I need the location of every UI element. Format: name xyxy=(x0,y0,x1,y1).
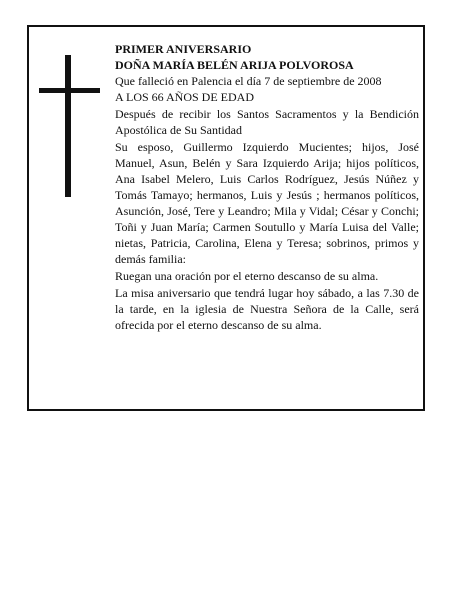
latin-cross-icon xyxy=(39,55,100,197)
obituary-notice xyxy=(27,25,425,411)
cross-horizontal-bar xyxy=(39,88,100,93)
mass-paragraph: La misa aniversario que tendrá lugar hoy sábado, a las 7.30 de la tarde, en la iglesia de Nuestra Señora de la Calle, será ofrecida por el eterno descanso de su alma. xyxy=(115,286,419,332)
deceased-name: DOÑA MARÍA BELÉN ARIJA POLVOROSA xyxy=(115,58,354,72)
cross-vertical-bar xyxy=(65,55,71,197)
age-line: A LOS 66 AÑOS DE EDAD xyxy=(115,90,255,104)
sacraments-paragraph: Después de recibir los Santos Sacramentos y la Bendición Apostólica de Su Santidad xyxy=(115,107,419,137)
death-date-line: Que falleció en Palencia el día 7 de septiembre de 2008 xyxy=(115,74,382,88)
family-paragraph: Su esposo, Guillermo Izquierdo Mucientes; hijos, José Manuel, Asun, Belén y Sara Izquierdo Arija; hijos políticos, Ana Isabel Melero, Luis Carlos Rodríguez, Jesús Núñez y Tomás Tamayo; hermanos, Luis y Jesús ; hermanos políticos, Asunción, José, Tere y Leandro; Mila y Vidal; César y Conchi; Toñi y Juan María; Carmen Soutullo y María Luisa del Valle; nietas, Patricia, Carolina, Elena y Teresa; sobrinos, primos y demás familia: xyxy=(115,140,419,266)
prayer-paragraph: Ruegan una oración por el eterno descanso de su alma. xyxy=(115,269,379,283)
notice-text-block xyxy=(115,41,419,333)
notice-heading: PRIMER ANIVERSARIO xyxy=(115,42,252,56)
